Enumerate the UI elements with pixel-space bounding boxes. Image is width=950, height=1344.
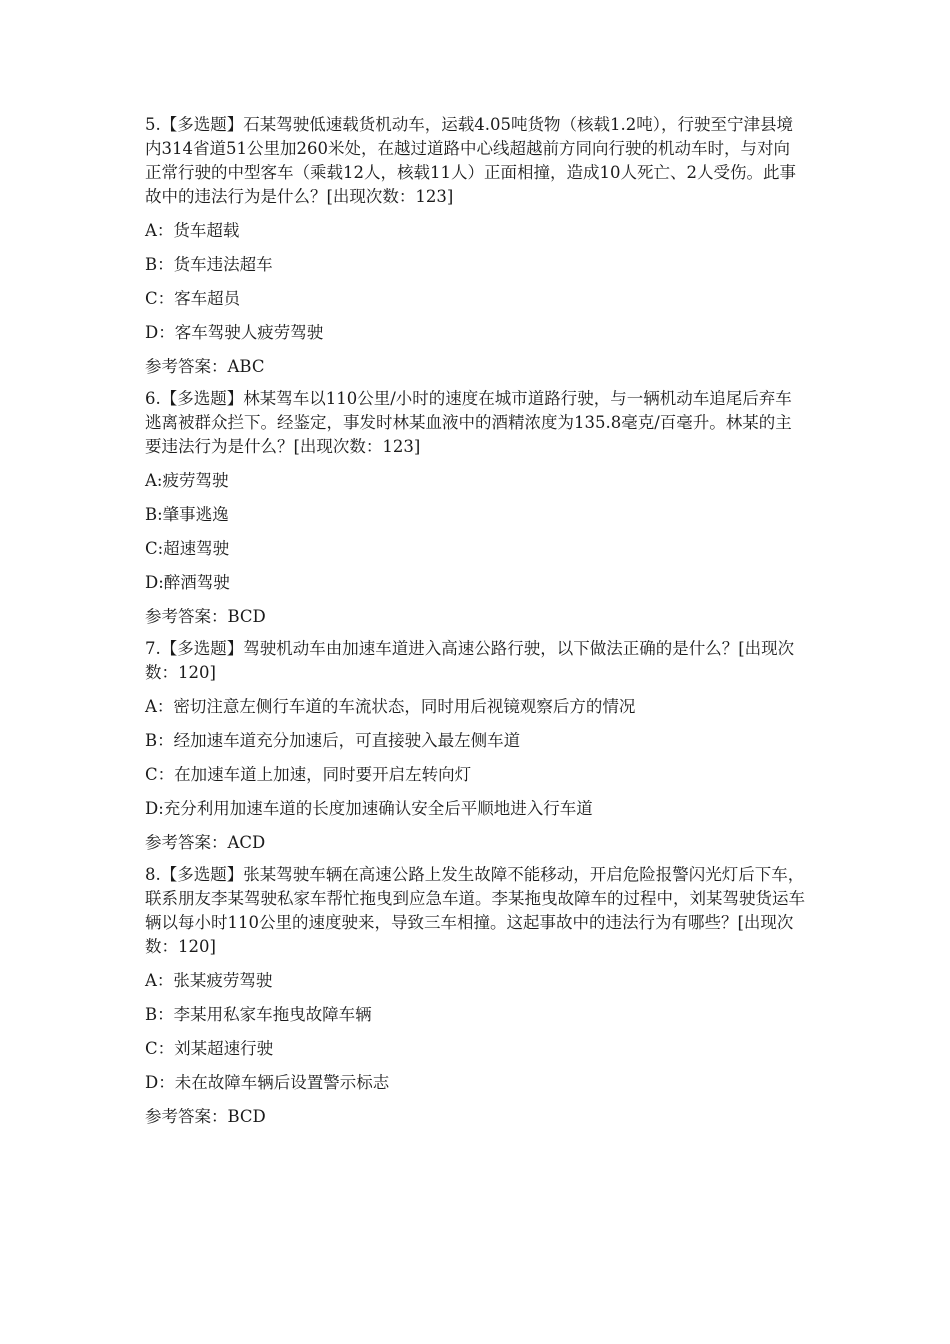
option-d: D：未在故障车辆后设置警示标志 bbox=[145, 1073, 390, 1092]
reference-answer: 参考答案：BCD bbox=[145, 607, 266, 626]
option-d: D:充分利用加速车道的长度加速确认安全后平顺地进入行车道 bbox=[145, 799, 593, 818]
option-a: A：密切注意左侧行车道的车流状态，同时用后视镜观察后方的情况 bbox=[145, 697, 636, 716]
option-b: B：经加速车道充分加速后，可直接驶入最左侧车道 bbox=[145, 731, 521, 750]
question-stem: 6.【多选题】林某驾车以110公里/小时的速度在城市道路行驶，与一辆机动车追尾后弃车逃离被群众拦下。经鉴定，事发时林某血液中的酒精浓度为135.8毫克/百毫升。林某的主要违法行为是什么？[出现次数：123] bbox=[145, 389, 792, 456]
option-d: D:醉酒驾驶 bbox=[145, 573, 230, 592]
option-a: A：张某疲劳驾驶 bbox=[145, 971, 273, 990]
option-b: B:肇事逃逸 bbox=[145, 505, 229, 524]
reference-answer: 参考答案：ABC bbox=[145, 357, 265, 376]
option-b: B：货车违法超车 bbox=[145, 255, 273, 274]
option-a: A：货车超载 bbox=[145, 221, 240, 240]
question-stem: 5.【多选题】石某驾驶低速载货机动车，运载4.05吨货物（核载1.2吨），行驶至宁津县境内314省道51公里加260米处，在越过道路中心线超越前方同向行驶的机动车时，与对向正常行驶的中型客车（乘载12人，核载11人）正面相撞，造成10人死亡、2人受伤。此事故中的违法行为是什么？[出现次数：123] bbox=[145, 115, 796, 206]
question-7 bbox=[145, 637, 805, 855]
document-page bbox=[145, 113, 805, 1137]
question-stem: 7.【多选题】驾驶机动车由加速车道进入高速公路行驶，以下做法正确的是什么？[出现次数：120] bbox=[145, 639, 795, 682]
question-6 bbox=[145, 387, 805, 629]
reference-answer: 参考答案：ACD bbox=[145, 833, 266, 852]
option-a: A:疲劳驾驶 bbox=[145, 471, 229, 490]
option-b: B：李某用私家车拖曳故障车辆 bbox=[145, 1005, 372, 1024]
option-c: C：客车超员 bbox=[145, 289, 241, 308]
option-d: D：客车驾驶人疲劳驾驶 bbox=[145, 323, 324, 342]
option-c: C：在加速车道上加速，同时要开启左转向灯 bbox=[145, 765, 472, 784]
option-c: C：刘某超速行驶 bbox=[145, 1039, 274, 1058]
question-5 bbox=[145, 113, 805, 379]
option-c: C:超速驾驶 bbox=[145, 539, 230, 558]
question-8 bbox=[145, 863, 805, 1129]
question-stem: 8.【多选题】张某驾驶车辆在高速公路上发生故障不能移动，开启危险报警闪光灯后下车，联系朋友李某驾驶私家车帮忙拖曳到应急车道。李某拖曳故障车的过程中，刘某驾驶货运车辆以每小时110公里的速度驶来，导致三车相撞。这起事故中的违法行为有哪些？[出现次数：120] bbox=[145, 865, 805, 956]
reference-answer: 参考答案：BCD bbox=[145, 1107, 266, 1126]
